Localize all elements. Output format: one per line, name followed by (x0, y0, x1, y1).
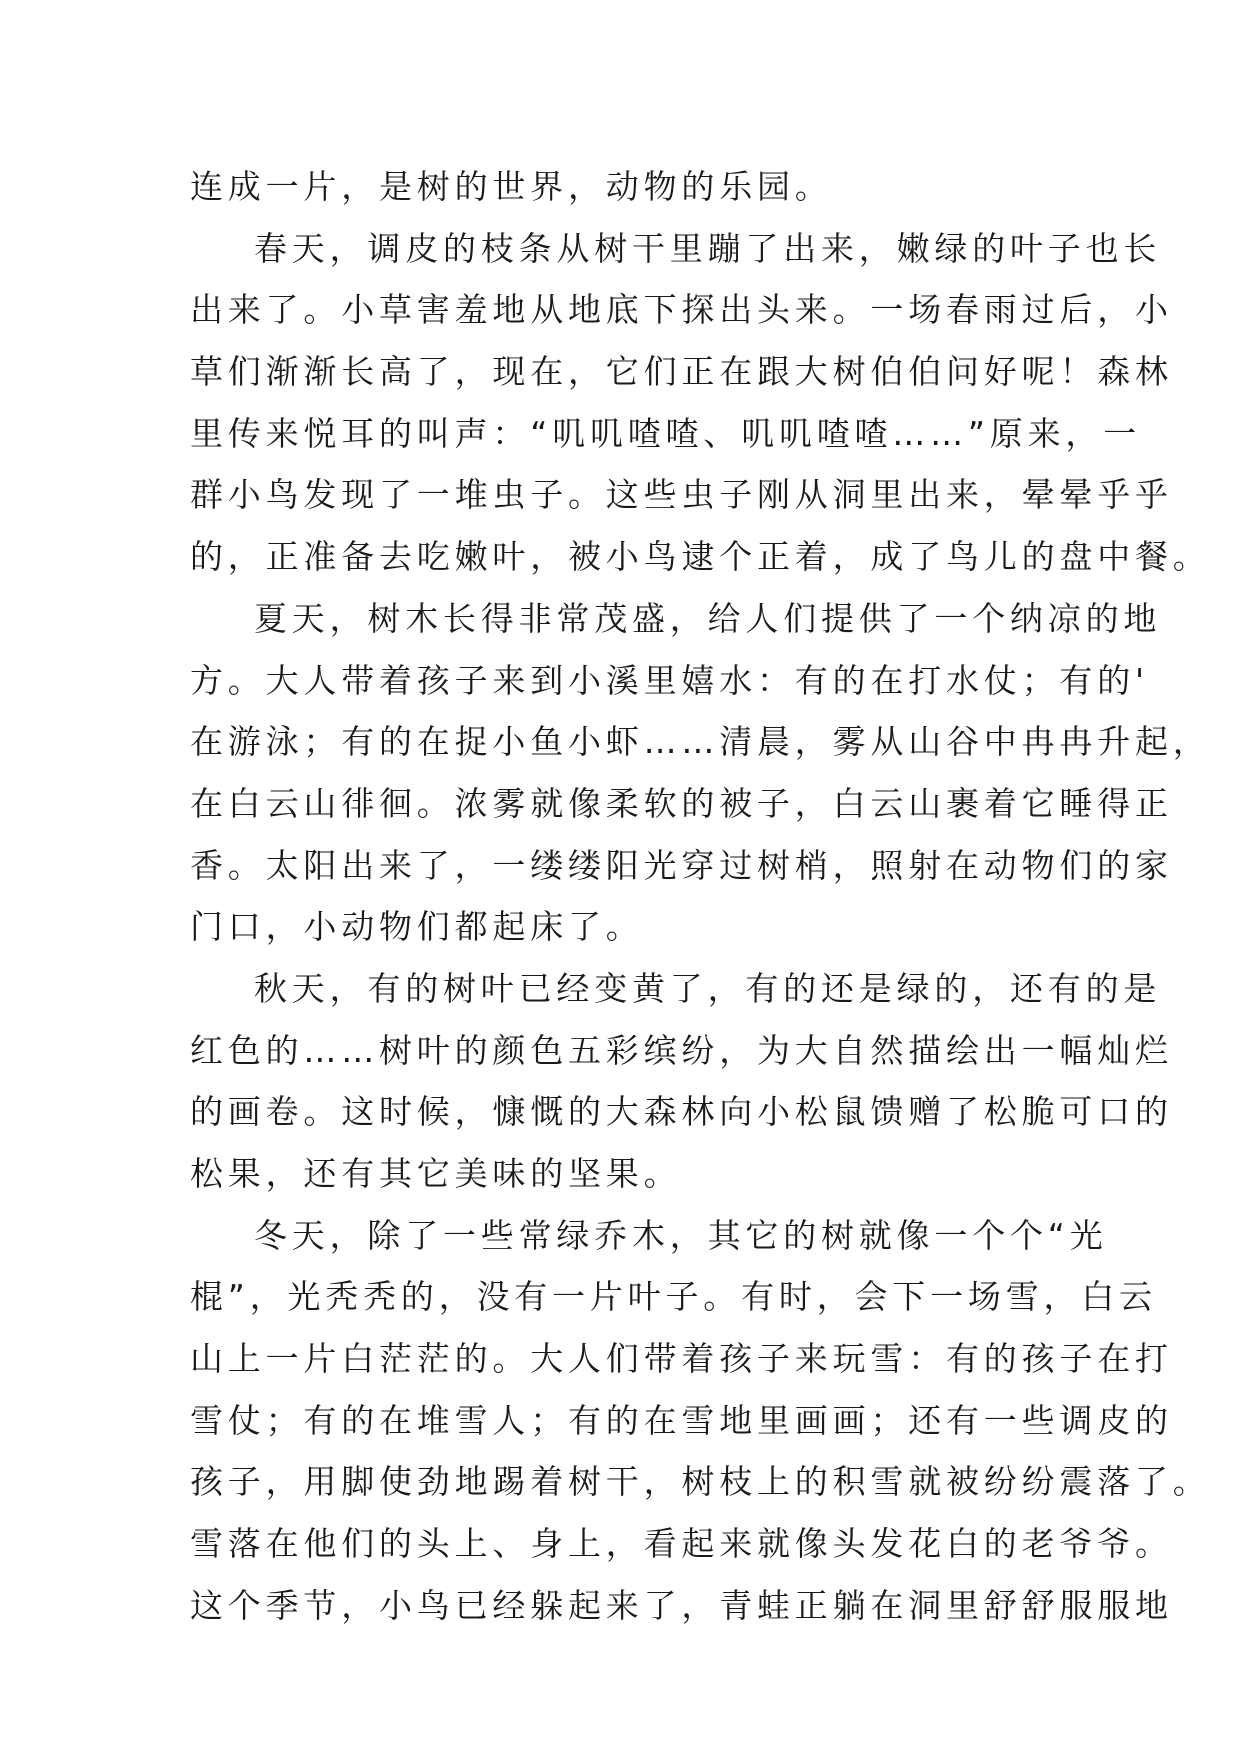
paragraph-first-line: 春天，调皮的枝条从树干里蹦了出来，嫩绿的叶子也长 (254, 228, 1162, 268)
text-line: 松果，还有其它美味的坚果。 (190, 1154, 682, 1193)
text-line: 的，正准备去吃嫩叶，被小鸟逮个正着，成了鸟儿的盘中餐。 (190, 537, 1211, 577)
text-line: 门口，小动物们都起床了。 (190, 907, 644, 947)
body-text (190, 156, 1211, 1637)
text-line: 这个季节，小鸟已经躲起来了，青蛙正躺在洞里舒舒服服地 (190, 1585, 1173, 1625)
text-line: 雪仗；有的在堆雪人；有的在雪地里画画；还有一些调皮的 (190, 1400, 1173, 1440)
paragraph-first-line: 秋天，有的树叶已经变黄了，有的还是绿的，还有的是 (254, 968, 1162, 1008)
text-line: 方。大人带着孩子来到小溪里嬉水：有的在打水仗；有的' (190, 660, 1149, 700)
text-line: 连成一片，是树的世界，动物的乐园。 (190, 167, 833, 206)
text-line: 雪落在他们的头上、身上，看起来就像头发花白的老爷爷。 (190, 1524, 1173, 1564)
text-line: 出来了。小草害羞地从地底下探出头来。一场春雨过后，小 (190, 290, 1173, 330)
text-line: 在白云山徘徊。浓雾就像柔软的被子，白云山裹着它睡得正 (190, 783, 1173, 823)
text-line: 山上一片白茫茫的。大人们带着孩子来玩雪：有的孩子在打 (190, 1339, 1173, 1379)
text-line: 孩子，用脚使劲地踢着树干，树枝上的积雪就被纷纷震落了。 (190, 1462, 1211, 1502)
text-line: 香。太阳出来了，一缕缕阳光穿过树梢，照射在动物们的家 (190, 845, 1173, 885)
paragraph-first-line: 冬天，除了一些常绿乔木，其它的树就像一个个“光 (254, 1215, 1108, 1255)
text-line: 里传来悦耳的叫声：“叽叽喳喳、叽叽喳喳……”原来，一 (190, 413, 1141, 453)
text-line: 在游泳；有的在捉小鱼小虾……清晨，雾从山谷中冉冉升起， (190, 722, 1211, 762)
text-line: 的画卷。这时候，慷慨的大森林向小松鼠馈赠了松脆可口的 (190, 1092, 1173, 1132)
text-line: 群小鸟发现了一堆虫子。这些虫子刚从洞里出来，晕晕乎乎 (190, 475, 1173, 515)
paragraph-first-line: 夏天，树木长得非常茂盛，给人们提供了一个纳凉的地 (254, 598, 1162, 638)
text-line: 红色的……树叶的颜色五彩缤纷，为大自然描绘出一幅灿烂 (190, 1030, 1173, 1070)
text-line: 草们渐渐长高了，现在，它们正在跟大树伯伯问好呢！森林 (190, 352, 1173, 392)
text-line: 棍”，光秃秃的，没有一片叶子。有时，会下一场雪，白云 (190, 1277, 1157, 1317)
